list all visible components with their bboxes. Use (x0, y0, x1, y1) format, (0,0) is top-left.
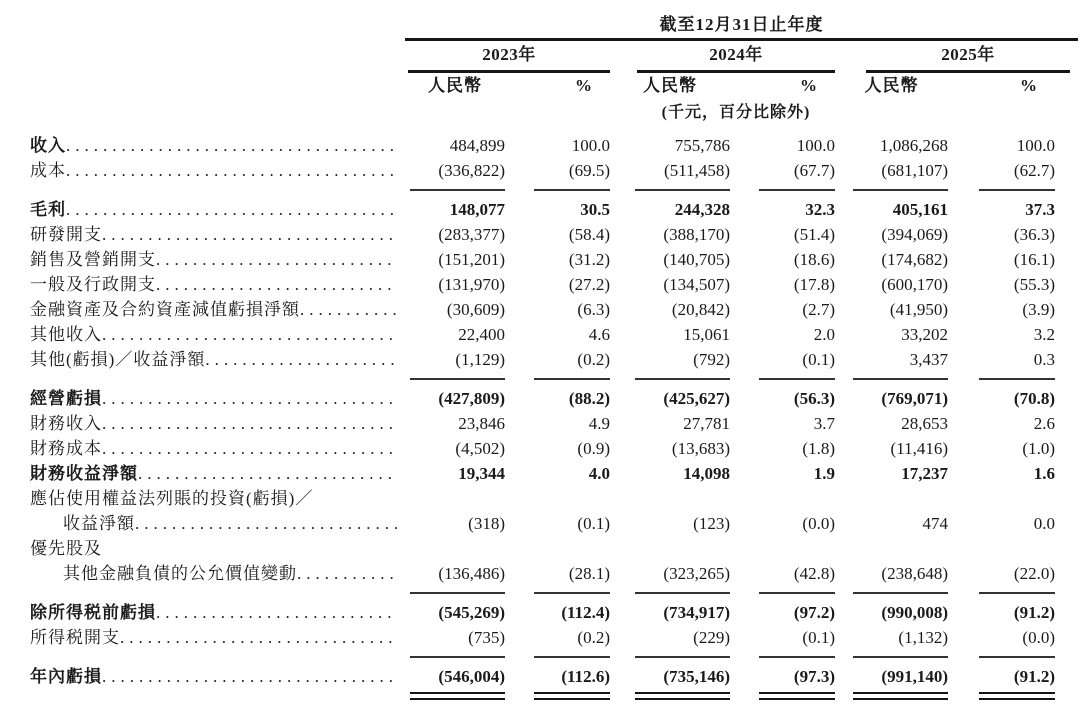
cell-value: (58.4) (568, 225, 610, 244)
cell-value: 27,781 (683, 414, 730, 433)
cell-value: (97.3) (793, 667, 835, 686)
cell-value: (174,682) (881, 250, 948, 269)
cell-value: (425,627) (663, 389, 730, 408)
cell-value: (0.1) (577, 514, 610, 533)
subtotal-rule (759, 656, 835, 658)
row-label: 年內虧損 (30, 667, 102, 686)
rule-cell (505, 183, 610, 197)
cell-value: (735) (468, 628, 505, 647)
rule-cell (610, 586, 730, 600)
cell-value: (136,486) (438, 564, 505, 583)
cell-value: (1,129) (455, 350, 505, 369)
cell-value: (97.2) (793, 603, 835, 622)
table-row (30, 536, 1080, 561)
dot-leader (102, 322, 397, 347)
rule-cell (730, 689, 835, 703)
row-label-cell (30, 486, 405, 511)
cell-value: (0.2) (577, 350, 610, 369)
cell-value: (91.2) (1013, 603, 1055, 622)
year-group-2024 (637, 40, 835, 73)
cell-value: (3.9) (1022, 300, 1055, 319)
cell-value: (283,377) (438, 225, 505, 244)
dot-leader (66, 133, 397, 158)
subheader-label-spacer (30, 73, 405, 99)
cell-value: (123) (693, 514, 730, 533)
dot-leader (66, 197, 397, 222)
rule-cell (835, 689, 948, 703)
cell-value: (229) (693, 628, 730, 647)
table-row (30, 625, 1080, 650)
table-row (30, 511, 1080, 536)
subtotal-rule (410, 189, 505, 191)
subtotal-rule (534, 378, 610, 380)
table-row (30, 322, 1080, 347)
row-label-cell (30, 561, 405, 586)
row-label-cell (30, 297, 405, 322)
cell-value: 23,846 (458, 414, 505, 433)
row-label: 一般及行政開支 (30, 275, 156, 294)
dot-leader (297, 561, 397, 586)
row-label: 財務收入 (30, 414, 102, 433)
cell-value: 100.0 (571, 136, 610, 155)
cell-value: 405,161 (892, 200, 948, 219)
subtotal-rule (410, 378, 505, 380)
subtotal-rule (410, 592, 505, 594)
cell-value: (30,609) (446, 300, 505, 319)
subtotal-rule (853, 592, 948, 594)
rule-cell (948, 183, 1055, 197)
cell-value: (511,458) (664, 161, 730, 180)
cell-value: 1.6 (1033, 464, 1055, 483)
table-row (30, 461, 1080, 486)
row-label: 財務成本 (30, 439, 102, 458)
subtotal-rule (979, 189, 1055, 191)
period-header (405, 12, 1078, 38)
cell-value: (546,004) (438, 667, 505, 686)
cell-value: 0.0 (1033, 514, 1055, 533)
rule-cell (835, 586, 948, 600)
rule-cell (730, 650, 835, 664)
rule-cell (610, 372, 730, 386)
year-group-2025 (866, 40, 1070, 73)
rmb-header-2023: 人民幣 (428, 76, 482, 95)
cell-value: 1.9 (813, 464, 835, 483)
subtotal-rule (853, 378, 948, 380)
cell-value: (6.3) (577, 300, 610, 319)
dot-leader (102, 386, 397, 411)
row-label: 所得税開支 (30, 628, 120, 647)
row-label-cell (30, 664, 405, 689)
cell-value: (112.4) (561, 603, 610, 622)
pct-header-2025: % (1020, 76, 1037, 95)
year-label: 2023年 (482, 45, 536, 64)
subtotal-rule (534, 656, 610, 658)
income-statement-rows (30, 133, 1080, 703)
row-label: 金融資產及合約資產減值虧損淨額 (30, 300, 300, 319)
table-row (30, 222, 1080, 247)
subtotal-rule (410, 656, 505, 658)
subtotal-rule (759, 592, 835, 594)
cell-value: 3.2 (1033, 325, 1055, 344)
cell-value: (18.6) (793, 250, 835, 269)
table-row (30, 158, 1080, 183)
grand-total-rule (410, 692, 505, 700)
unit-note: (千元，百分比除外) (661, 104, 811, 121)
year-header-row (405, 41, 1078, 73)
subtotal-rule (635, 656, 730, 658)
row-label-cell (30, 197, 405, 222)
subtotal-rule (979, 378, 1055, 380)
cell-value: (0.1) (802, 350, 835, 369)
cell-value: (388,170) (663, 225, 730, 244)
dot-leader (102, 222, 397, 247)
row-label-cell (30, 411, 405, 436)
cell-value: (69.5) (568, 161, 610, 180)
cell-value: 3.7 (813, 414, 835, 433)
dot-leader (156, 272, 397, 297)
rule-cell (505, 586, 610, 600)
cell-value: (394,069) (881, 225, 948, 244)
cell-value: (91.2) (1013, 667, 1055, 686)
rule-cell (835, 183, 948, 197)
row-label-cell (30, 247, 405, 272)
subtotal-rule (853, 656, 948, 658)
cell-value: 244,328 (674, 200, 730, 219)
table-row (30, 247, 1080, 272)
row-label-cell (30, 536, 405, 561)
rule-cell (405, 586, 505, 600)
cell-value: 100.0 (1016, 136, 1055, 155)
cell-value: (545,269) (438, 603, 505, 622)
cell-value: 22,400 (458, 325, 505, 344)
subtotal-rule (534, 592, 610, 594)
cell-value: (1,132) (898, 628, 948, 647)
subtotal-rule-row (30, 650, 1080, 664)
table-row (30, 600, 1080, 625)
rmb-header-2025: 人民幣 (864, 76, 919, 95)
cell-value: (151,201) (438, 250, 505, 269)
subtotal-rule (635, 378, 730, 380)
cell-value: (991,140) (881, 667, 948, 686)
pct-header-2024: % (800, 76, 817, 95)
cell-value: (681,107) (881, 161, 948, 180)
pct-header-2023: % (575, 76, 592, 95)
table-row (30, 664, 1080, 689)
grand-total-rule (853, 692, 948, 700)
rule-cell (835, 372, 948, 386)
cell-value: 19,344 (458, 464, 505, 483)
cell-value: (427,809) (438, 389, 505, 408)
subtotal-rule-row (30, 183, 1080, 197)
row-label: 除所得税前虧損 (30, 603, 156, 622)
rule-cell (405, 372, 505, 386)
cell-value: 33,202 (901, 325, 948, 344)
cell-value: (17.8) (793, 275, 835, 294)
cell-value: 30.5 (580, 200, 610, 219)
cell-value: 37.3 (1025, 200, 1055, 219)
cell-value: (112.6) (561, 667, 610, 686)
cell-value: (735,146) (663, 667, 730, 686)
cell-value: (31.2) (568, 250, 610, 269)
rule-cell (730, 372, 835, 386)
cell-value: 474 (922, 514, 948, 533)
period-header-text: 截至12月31日止年度 (659, 15, 824, 34)
rule-cell (610, 689, 730, 703)
rule-cell (948, 689, 1055, 703)
subtotal-rule (979, 592, 1055, 594)
table-row (30, 133, 1080, 158)
dot-leader (138, 461, 397, 486)
cell-value: (0.2) (577, 628, 610, 647)
cell-value: 4.9 (588, 414, 610, 433)
year-label: 2024年 (709, 45, 763, 64)
row-label: 收益淨額 (63, 514, 135, 533)
cell-value: (336,822) (438, 161, 505, 180)
cell-value: (0.9) (577, 439, 610, 458)
subtotal-rule (759, 378, 835, 380)
row-label: 毛利 (30, 200, 66, 219)
table-row (30, 411, 1080, 436)
cell-value: (734,917) (663, 603, 730, 622)
cell-value: (27.2) (568, 275, 610, 294)
subtotal-rule (979, 656, 1055, 658)
cell-value: 484,899 (449, 136, 505, 155)
cell-value: 100.0 (796, 136, 835, 155)
subtotal-rule (534, 189, 610, 191)
table-row (30, 386, 1080, 411)
row-label: 研發開支 (30, 225, 102, 244)
cell-value: 1,086,268 (880, 136, 948, 155)
cell-value: (51.4) (793, 225, 835, 244)
cell-value: (88.2) (568, 389, 610, 408)
cell-value: (28.1) (568, 564, 610, 583)
cell-value: (600,170) (881, 275, 948, 294)
row-label-cell (30, 133, 405, 158)
row-label-cell (30, 222, 405, 247)
subtotal-rule-row (30, 372, 1080, 386)
rule-cell (835, 650, 948, 664)
cell-value: (1.0) (1022, 439, 1055, 458)
rule-cell (405, 650, 505, 664)
subtotal-rule (759, 189, 835, 191)
table-row (30, 486, 1080, 511)
cell-value: 4.6 (588, 325, 610, 344)
row-label-cell (30, 322, 405, 347)
cell-value: (42.8) (793, 564, 835, 583)
cell-value: (323,265) (663, 564, 730, 583)
table-row (30, 347, 1080, 372)
table-row (30, 297, 1080, 322)
unit-note-row (405, 99, 1078, 121)
rule-cell (948, 650, 1055, 664)
row-label-cell (30, 158, 405, 183)
row-label: 銷售及營銷開支 (30, 250, 156, 269)
cell-value: (16.1) (1013, 250, 1055, 269)
year-label: 2025年 (941, 45, 995, 64)
subtotal-rule (853, 189, 948, 191)
table-row (30, 197, 1080, 222)
dot-leader (102, 664, 397, 689)
row-label-cell (30, 436, 405, 461)
row-label-cell (30, 600, 405, 625)
rule-cell (505, 372, 610, 386)
rule-cell (730, 586, 835, 600)
row-label: 其他(虧損)／收益淨額 (30, 350, 206, 369)
cell-value: (13,683) (671, 439, 730, 458)
dot-leader (156, 247, 397, 272)
rule-cell (948, 586, 1055, 600)
dot-leader (102, 411, 397, 436)
cell-value: (0.0) (802, 514, 835, 533)
row-label-cell (30, 386, 405, 411)
rule-cell (610, 650, 730, 664)
dot-leader (300, 297, 397, 322)
row-label: 優先股及 (30, 539, 102, 558)
cell-value: (2.7) (802, 300, 835, 319)
row-label-cell (30, 625, 405, 650)
cell-value: 0.3 (1033, 350, 1055, 369)
row-label: 收入 (30, 136, 66, 155)
table-row (30, 561, 1080, 586)
row-label-cell (30, 511, 405, 536)
rule-cell (948, 372, 1055, 386)
cell-value: 28,653 (901, 414, 948, 433)
cell-value: 14,098 (683, 464, 730, 483)
cell-value: (36.3) (1013, 225, 1055, 244)
dot-leader (66, 158, 397, 183)
row-label: 應佔使用權益法列賬的投資(虧損)／ (30, 489, 314, 508)
cell-value: (990,008) (881, 603, 948, 622)
row-label: 其他收入 (30, 325, 102, 344)
cell-value: 15,061 (683, 325, 730, 344)
cell-value: (1.8) (802, 439, 835, 458)
dot-leader (156, 600, 397, 625)
cell-value: (56.3) (793, 389, 835, 408)
cell-value: (134,507) (663, 275, 730, 294)
cell-value: (4,502) (455, 439, 505, 458)
cell-value: (22.0) (1013, 564, 1055, 583)
cell-value: 17,237 (901, 464, 948, 483)
row-label-cell (30, 461, 405, 486)
rule-cell (405, 689, 505, 703)
cell-value: (62.7) (1013, 161, 1055, 180)
grand-total-rule (635, 692, 730, 700)
row-label-cell (30, 347, 405, 372)
cell-value: (238,648) (881, 564, 948, 583)
grand-total-rule (759, 692, 835, 700)
cell-value: (41,950) (889, 300, 948, 319)
cell-value: 148,077 (449, 200, 505, 219)
cell-value: (131,970) (438, 275, 505, 294)
subtotal-rule-row (30, 586, 1080, 600)
rule-cell (505, 650, 610, 664)
row-label: 財務收益淨額 (30, 464, 138, 483)
dot-leader (135, 511, 397, 536)
cell-value: 4.0 (588, 464, 610, 483)
rule-cell (610, 183, 730, 197)
cell-value: (20,842) (671, 300, 730, 319)
grand-total-rule (979, 692, 1055, 700)
dot-leader (120, 625, 397, 650)
table-row (30, 436, 1080, 461)
rule-cell (405, 183, 505, 197)
cell-value: 2.6 (1033, 414, 1055, 433)
cell-value: (140,705) (663, 250, 730, 269)
row-label-cell (30, 272, 405, 297)
dot-leader (102, 436, 397, 461)
cell-value: 755,786 (674, 136, 730, 155)
rmb-header-2024: 人民幣 (643, 76, 697, 95)
rule-cell (505, 689, 610, 703)
grand-total-rule-row (30, 689, 1080, 703)
cell-value: (792) (693, 350, 730, 369)
cell-value: (0.0) (1022, 628, 1055, 647)
cell-value: (318) (468, 514, 505, 533)
cell-value: 32.3 (805, 200, 835, 219)
table-row (30, 272, 1080, 297)
cell-value: (67.7) (793, 161, 835, 180)
row-label: 其他金融負債的公允價值變動 (63, 564, 297, 583)
dot-leader (205, 347, 397, 372)
subheader-row (30, 73, 1080, 99)
cell-value: (70.8) (1013, 389, 1055, 408)
row-label: 經營虧損 (30, 389, 102, 408)
cell-value: 3,437 (909, 350, 948, 369)
year-group-2023 (408, 40, 610, 73)
row-label: 成本 (30, 161, 66, 180)
cell-value: (0.1) (802, 628, 835, 647)
cell-value: (769,071) (881, 389, 948, 408)
cell-value: (11,416) (890, 439, 948, 458)
cell-value: (55.3) (1013, 275, 1055, 294)
subtotal-rule (635, 592, 730, 594)
rule-cell (730, 183, 835, 197)
cell-value: 2.0 (813, 325, 835, 344)
grand-total-rule (534, 692, 610, 700)
subtotal-rule (635, 189, 730, 191)
